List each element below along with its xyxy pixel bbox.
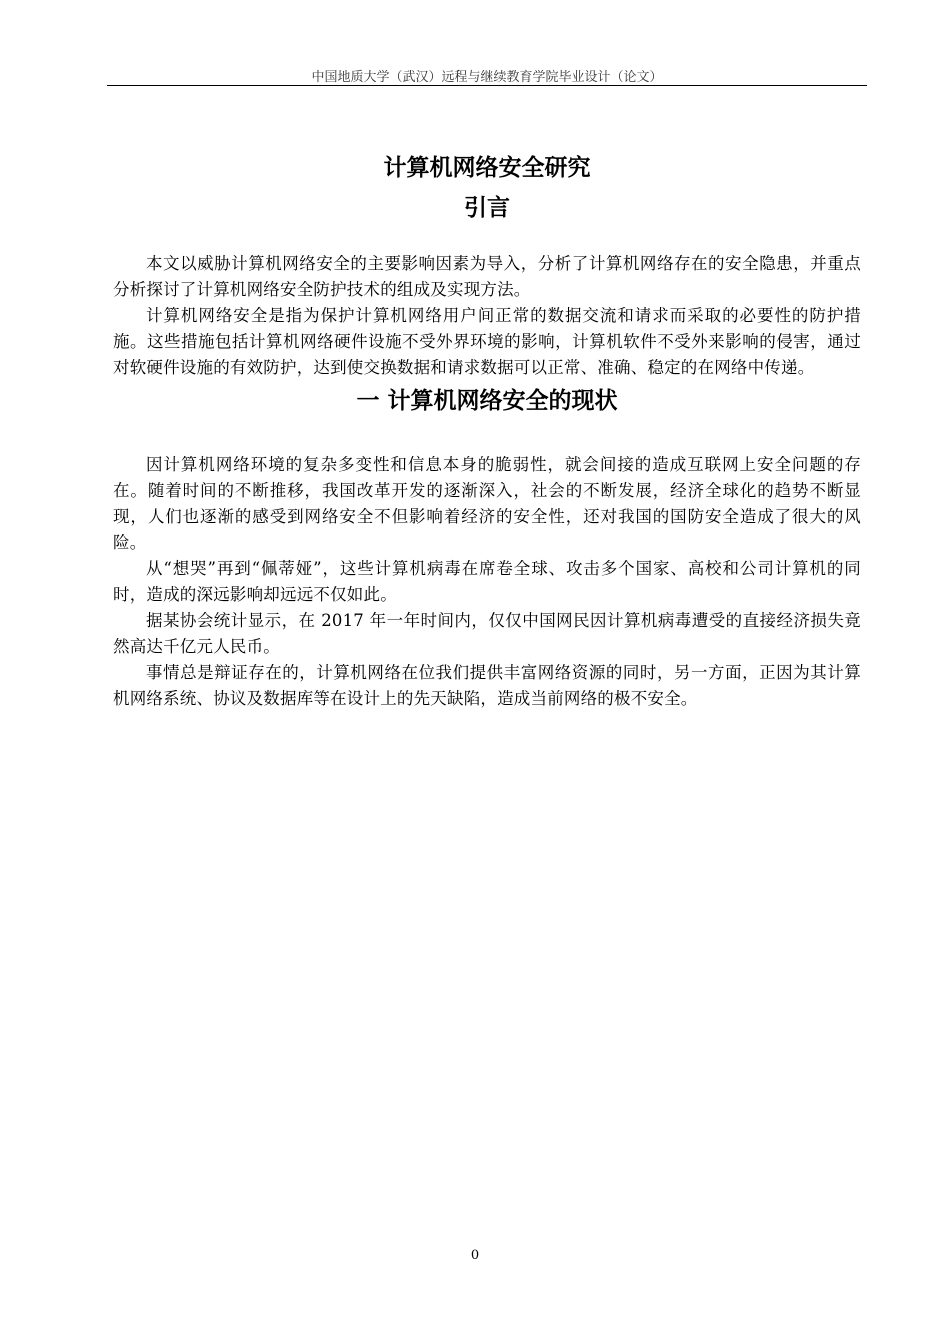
document-body bbox=[113, 148, 861, 712]
paragraph: 事情总是辩证存在的，计算机网络在位我们提供丰富网络资源的同时，另一方面，正因为其计算机网络系统、协议及数据库等在设计上的先天缺陷，造成当前网络的极不安全。 bbox=[113, 663, 861, 708]
section-heading: 一 计算机网络安全的现状 bbox=[356, 388, 618, 414]
page-number: 0 bbox=[470, 1248, 480, 1263]
paragraph: 计算机网络安全是指为保护计算机网络用户间正常的数据交流和请求而采取的必要性的防护措施。这些措施包括计算机网络硬件设施不受外界环境的影响，计算机软件不受外来影响的侵害，通过对软硬件设施的有效防护，达到使交换数据和请求数据可以正常、准确、稳定的在网络中传递。 bbox=[113, 306, 861, 377]
intro-heading: 引言 bbox=[464, 195, 510, 221]
paragraph: 本文以威胁计算机网络安全的主要影响因素为导入，分析了计算机网络存在的安全隐患，并重点分析探讨了计算机网络安全防护技术的组成及实现方法。 bbox=[113, 254, 861, 299]
page-header: 中国地质大学（武汉）远程与继续教育学院毕业设计（论文） bbox=[311, 70, 663, 85]
header-divider bbox=[107, 85, 867, 86]
paragraph: 据某协会统计显示，在 2017 年一年时间内，仅仅中国网民因计算机病毒遭受的直接经济损失竟然高达千亿元人民币。 bbox=[113, 611, 861, 656]
document-title: 计算机网络安全研究 bbox=[383, 155, 591, 181]
paragraph: 因计算机网络环境的复杂多变性和信息本身的脆弱性，就会间接的造成互联网上安全问题的存在。随着时间的不断推移，我国改革开发的逐渐深入，社会的不断发展，经济全球化的趋势不断显现，人们也逐渐的感受到网络安全不但影响着经济的安全性，还对我国的国防安全造成了很大的风险。 bbox=[113, 455, 861, 552]
section-1 bbox=[113, 452, 861, 712]
paragraph: 从“想哭”再到“佩蒂娅”，这些计算机病毒在席卷全球、攻击多个国家、高校和公司计算机的同时，造成的深远影响却远远不仅如此。 bbox=[113, 559, 861, 604]
intro-section bbox=[113, 251, 861, 381]
